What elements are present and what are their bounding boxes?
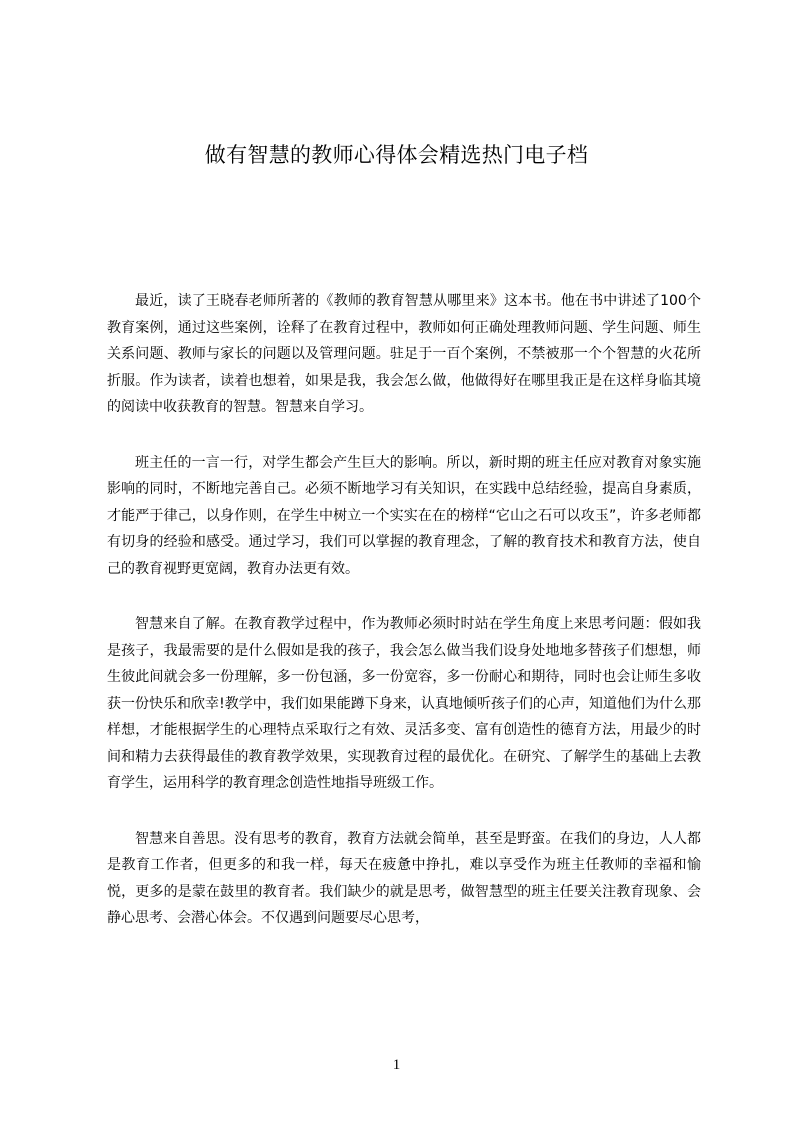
paragraph-4: 智慧来自善思。没有思考的教育，教育方法就会简单，甚至是野蛮。在我们的身边，人人都是教育工作者，但更多的和我一样，每天在疲惫中挣扎，难以享受作为班主任教师的幸福和愉悦，更多的是蒙在鼓里的教育者。我们缺少的就是思考，做智慧型的班主任要关注教育现象、会静心思考、会潜心体会。不仅遇到问题要尽心思考， <box>107 830 701 926</box>
paragraph-3: 智慧来自了解。在教育教学过程中，作为教师必须时时站在学生角度上来思考问题：假如我是孩子，我最需要的是什么假如是我的孩子，我会怎么做当我们设身处地地多替孩子们想想，师生彼此间就会多一份理解，多一份包涵，多一份宽容，多一份耐心和期待，同时也会让师生多收获一份快乐和欣幸!教学中，我们如果能蹲下身来，认真地倾听孩子们的心声，知道他们为什么那样想，才能根据学生的心理特点采取行之有效、灵活多变、富有创造性的德育方法，用最少的时间和精力去获得最佳的教育教学效果，实现教育过程的最优化。在研究、了解学生的基础上去教育学生，运用科学的教育理念创造性地指导班级工作。 <box>107 616 701 791</box>
page-number: 1 <box>392 1057 401 1073</box>
page-title: 做有智慧的教师心得体会精选热门电子档 <box>204 143 589 167</box>
paragraph-2: 班主任的一言一行，对学生都会产生巨大的影响。所以，新时期的班主任应对教育对象实施影响的同时，不断地完善自己。必须不断地学习有关知识，在实践中总结经验，提高自身素质，才能严于律己，以身作则，在学生中树立一个实实在在的榜样“它山之石可以攻玉”，许多老师都有切身的经验和感受。通过学习，我们可以掌握的教育理念，了解的教育技术和教育方法，使自己的教育视野更宽阔，教育办法更有效。 <box>107 454 701 577</box>
document-body <box>107 288 701 961</box>
paragraph-1: 最近，读了王晓春老师所著的《教师的教育智慧从哪里来》这本书。他在书中讲述了100个教育案例，通过这些案例，诠释了在教育过程中，教师如何正确处理教师问题、学生问题、师生关系问题、教师与家长的问题以及管理问题。驻足于一百个案例，不禁被那一个个智慧的火花所折服。作为读者，读着也想着，如果是我，我会怎么做，他做得好在哪里我正是在这样身临其境的阅读中收获教育的智慧。智慧来自学习。 <box>107 293 701 415</box>
